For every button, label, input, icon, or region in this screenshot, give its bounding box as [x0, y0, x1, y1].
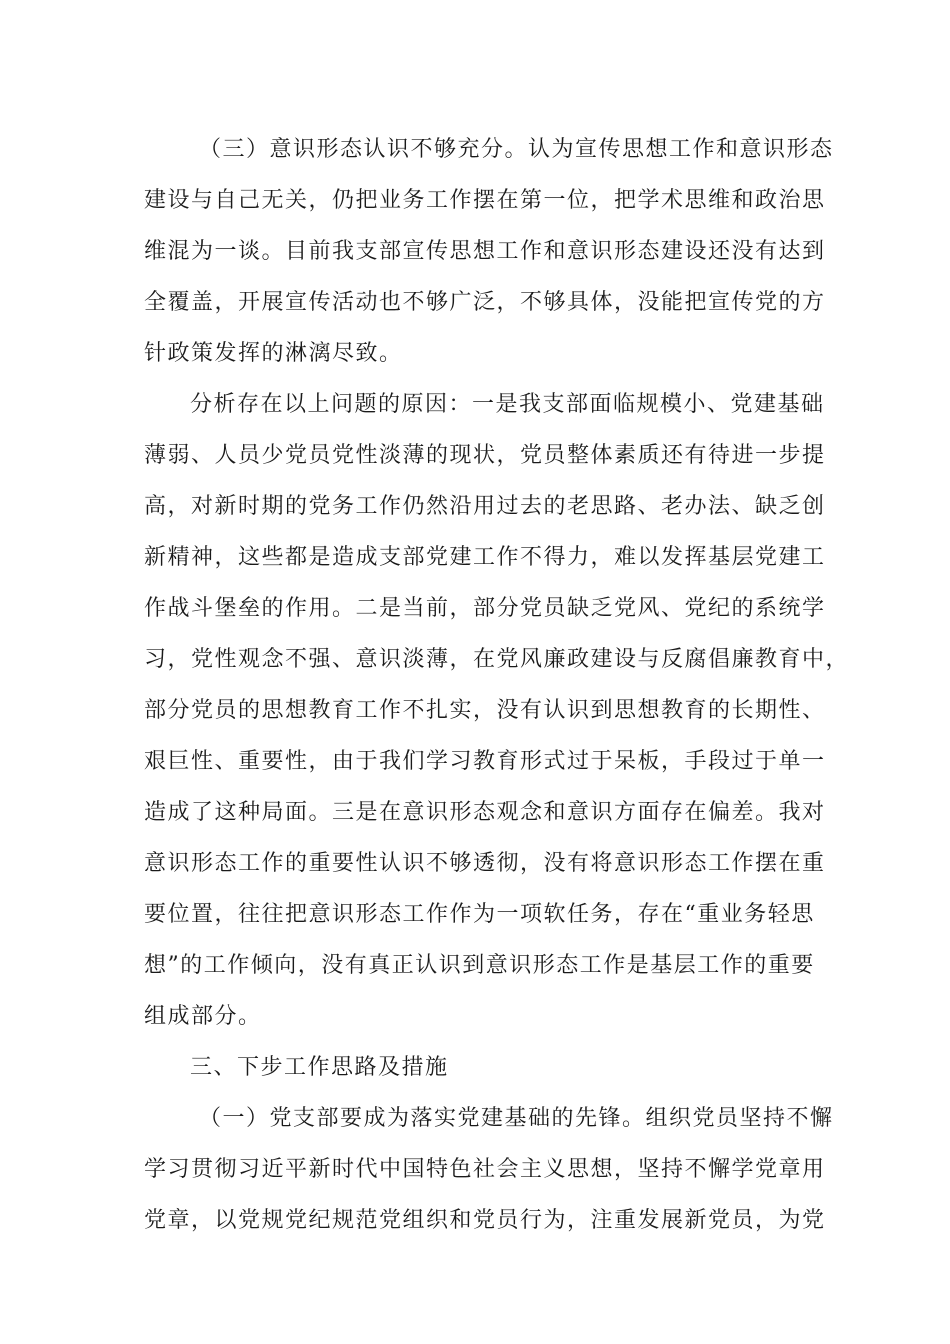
paragraph-line: 部分党员的思想教育工作不扎实，没有认识到思想教育的长期性、: [144, 698, 826, 723]
paragraph-line: 新精神，这些都是造成支部党建工作不得力，难以发挥基层党建工: [144, 545, 826, 570]
paragraph-line: 党章，以党规党纪规范党组织和党员行为，注重发展新党员，为党: [144, 1208, 826, 1233]
paragraph-line: 薄弱、人员少党员党性淡薄的现状，党员整体素质还有待进一步提: [144, 443, 826, 468]
paragraph-line: （三）意识形态认识不够充分。认为宣传思想工作和意识形态: [199, 137, 834, 162]
paragraph-line: 习，党性观念不强、意识淡薄，在党风廉政建设与反腐倡廉教育中，: [144, 647, 850, 672]
paragraph-line: 造成了这种局面。三是在意识形态观念和意识方面存在偏差。我对: [144, 800, 826, 825]
paragraph-line: 维混为一谈。目前我支部宣传思想工作和意识形态建设还没有达到: [144, 239, 826, 264]
paragraph-line: 艰巨性、重要性，由于我们学习教育形式过于呆板，手段过于单一: [144, 749, 826, 774]
paragraph-line: 学习贯彻习近平新时代中国特色社会主义思想，坚持不懈学党章用: [144, 1157, 826, 1182]
paragraph-line: 高，对新时期的党务工作仍然沿用过去的老思路、老办法、缺乏创: [144, 494, 826, 519]
paragraph-line: （一）党支部要成为落实党建基础的先锋。组织党员坚持不懈: [199, 1106, 834, 1131]
paragraph-line: 要位置，往往把意识形态工作作为一项软任务，存在“重业务轻思: [144, 902, 815, 927]
paragraph-line: 全覆盖，开展宣传活动也不够广泛，不够具体，没能把宣传党的方: [144, 290, 826, 315]
paragraph-line: 作战斗堡垒的作用。二是当前，部分党员缺乏党风、党纪的系统学: [144, 596, 826, 621]
paragraph-line: 建设与自己无关，仍把业务工作摆在第一位，把学术思维和政治思: [144, 188, 826, 213]
paragraph-line: 想”的工作倾向，没有真正认识到意识形态工作是基层工作的重要: [144, 953, 815, 978]
paragraph-line: 意识形态工作的重要性认识不够透彻，没有将意识形态工作摆在重: [144, 851, 826, 876]
paragraph-line: 分析存在以上问题的原因：一是我支部面临规模小、党建基础: [190, 392, 825, 417]
paragraph-line: 针政策发挥的淋漓尽致。: [144, 341, 403, 366]
paragraph-line: 组成部分。: [144, 1004, 262, 1029]
section-heading: 三、下步工作思路及措施: [190, 1055, 449, 1080]
